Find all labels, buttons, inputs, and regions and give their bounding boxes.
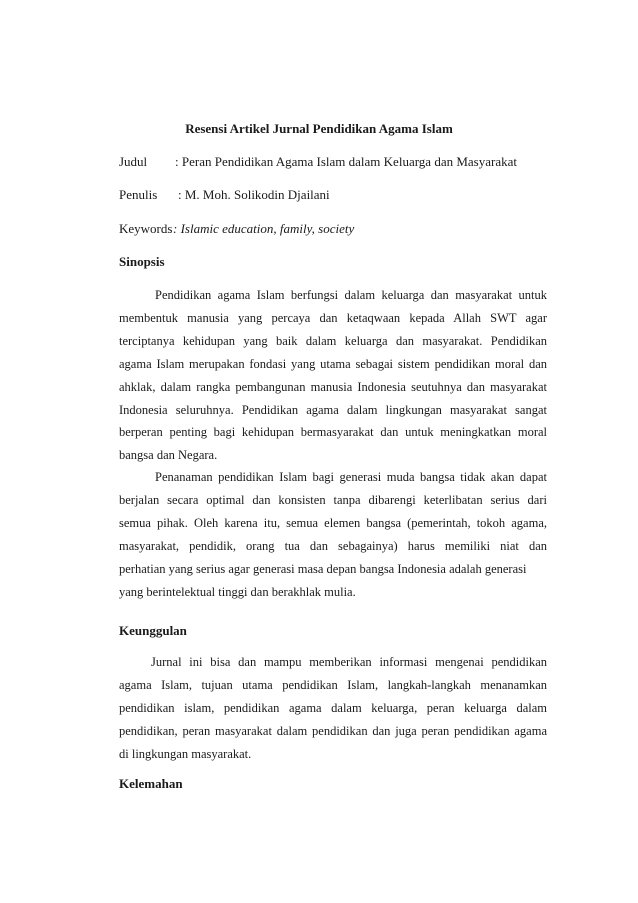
keywords-label: Keywords	[119, 221, 173, 236]
text-line: Pendidikan agama Islam berfungsi dalam keluarga dan masyarakat untuk	[155, 288, 547, 302]
sinopsis-paragraph-2	[119, 466, 547, 603]
sinopsis-heading: Sinopsis	[119, 254, 165, 269]
text-line: Indonesia seluruhnya. Pendidikan agama dalam lingkungan masyarakat sangat	[119, 402, 547, 417]
text-line: bangsa dan Negara.	[119, 448, 218, 463]
judul-row	[119, 154, 517, 170]
judul-label: Judul	[119, 154, 148, 169]
text-line: agama Islam, tujuan utama pendidikan Islam, langkah-langkah menanamkan	[119, 677, 547, 692]
text-line: terciptanya kehidupan yang baik dalam keluarga dan masyarakat. Pendidikan	[119, 333, 547, 348]
text-line: berjalan secara optimal dan konsisten tanpa dibarengi keterlibatan serius dari	[119, 492, 547, 507]
penulis-value: : M. Moh. Solikodin Djailani	[178, 187, 330, 202]
kelemahan-heading: Kelemahan	[119, 776, 183, 791]
text-line: di lingkungan masyarakat.	[119, 746, 252, 761]
text-line: membentuk manusia yang percaya dan ketaqwaan kepada Allah SWT agar	[119, 310, 547, 325]
text-line: semua pihak. Oleh karena itu, semua elemen bangsa (pemerintah, tokoh agama,	[119, 515, 547, 530]
text-line: berperan penting bagi kehidupan bermasyarakat dan untuk meningkatkan moral	[119, 425, 547, 440]
keunggulan-heading: Keunggulan	[119, 623, 187, 638]
judul-value: : Peran Pendidikan Agama Islam dalam Keluarga dan Masyarakat	[175, 154, 517, 169]
document-title: Resensi Artikel Jurnal Pendidikan Agama Islam	[185, 121, 453, 136]
text-line: yang berintelektual tinggi dan berakhlak mulia.	[119, 584, 356, 599]
text-line: ahklak, dalam rangka pembangunan manusia Indonesia seutuhnya dan masyarakat	[119, 379, 547, 394]
keywords-row	[119, 221, 355, 237]
text-line: Jurnal ini bisa dan mampu memberikan informasi mengenai pendidikan	[151, 655, 547, 669]
sinopsis-paragraph-1	[119, 284, 547, 467]
text-line: agama Islam merupakan fondasi yang utama sebagai sistem pendidikan moral dan	[119, 356, 547, 371]
text-line: masyarakat, pendidik, orang tua dan sebagainya) harus memiliki niat dan	[119, 538, 547, 553]
text-line: pendidikan islam, pendidikan agama dalam keluarga, peran keluarga dalam	[119, 700, 547, 715]
penulis-label: Penulis	[119, 187, 158, 202]
keunggulan-paragraph	[119, 651, 547, 766]
penulis-row	[119, 187, 330, 203]
text-line: perhatian yang serius agar generasi masa depan bangsa Indonesia adalah generasi	[119, 561, 527, 576]
keywords-value: : Islamic education, family, society	[173, 221, 355, 236]
text-line: Penanaman pendidikan Islam bagi generasi muda bangsa tidak akan dapat	[155, 470, 547, 484]
text-line: pendidikan, peran masyarakat dalam pendidikan dan juga peran pendidikan agama	[119, 723, 547, 738]
